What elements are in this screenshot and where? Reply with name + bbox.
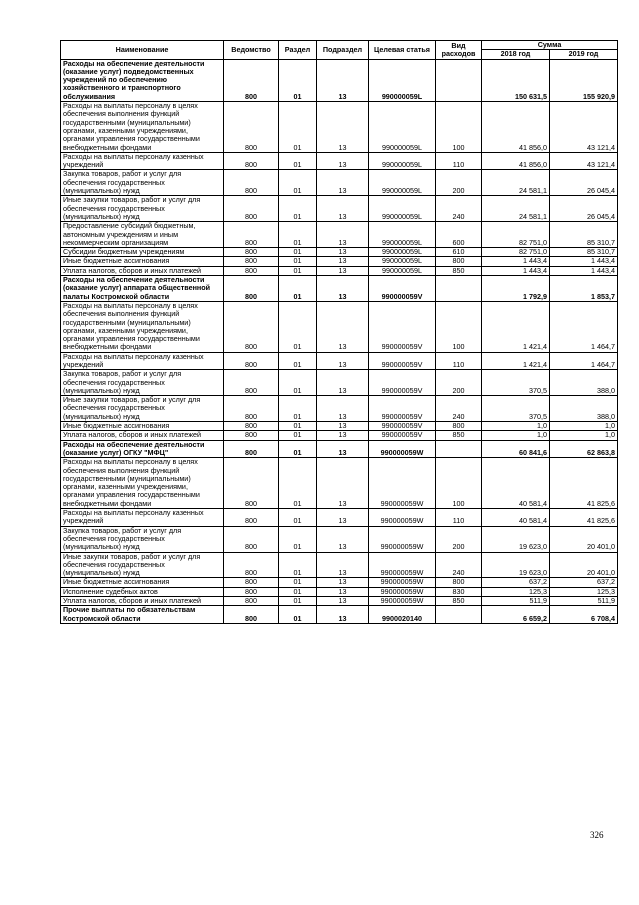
cell-section: 01 (279, 552, 317, 578)
cell-type (436, 276, 482, 302)
cell-section: 01 (279, 301, 317, 352)
cell-name: Иные бюджетные ассигнования (61, 422, 224, 431)
cell-subsection: 13 (317, 422, 369, 431)
cell-type: 240 (436, 552, 482, 578)
cell-name: Иные закупки товаров, работ и услуг для обеспечения государственных (муниципальных) нужд (61, 196, 224, 222)
cell-subsection: 13 (317, 352, 369, 370)
cell-sum-2019: 85 310,7 (550, 222, 618, 248)
cell-target: 990000059W (369, 458, 436, 509)
cell-type (436, 59, 482, 101)
cell-sum-2019: 1 853,7 (550, 276, 618, 302)
cell-section: 01 (279, 102, 317, 153)
header-year-2019: 2019 год (550, 50, 618, 59)
cell-type: 800 (436, 422, 482, 431)
cell-subsection: 13 (317, 370, 369, 396)
cell-sum-2019: 388,0 (550, 396, 618, 422)
cell-dept: 800 (224, 431, 279, 440)
cell-section: 01 (279, 352, 317, 370)
cell-sum-2019: 1,0 (550, 431, 618, 440)
cell-subsection: 13 (317, 552, 369, 578)
table-row (61, 196, 618, 222)
cell-type: 100 (436, 458, 482, 509)
cell-section: 01 (279, 458, 317, 509)
cell-dept: 800 (224, 526, 279, 552)
header-type: Вид расходов (436, 41, 482, 60)
table-row (61, 578, 618, 587)
cell-section: 01 (279, 222, 317, 248)
cell-sum-2018: 370,5 (482, 370, 550, 396)
cell-sum-2019: 62 863,8 (550, 440, 618, 458)
cell-type: 850 (436, 597, 482, 606)
cell-section: 01 (279, 257, 317, 266)
page-number: 326 (590, 830, 604, 840)
cell-sum-2019: 85 310,7 (550, 248, 618, 257)
cell-type: 800 (436, 578, 482, 587)
cell-dept: 800 (224, 578, 279, 587)
cell-target: 9900020140 (369, 606, 436, 624)
table-row (61, 440, 618, 458)
cell-sum-2019: 20 401,0 (550, 552, 618, 578)
cell-name: Уплата налогов, сборов и иных платежей (61, 266, 224, 275)
cell-subsection: 13 (317, 196, 369, 222)
cell-type: 850 (436, 266, 482, 275)
cell-subsection: 13 (317, 587, 369, 596)
cell-dept: 800 (224, 152, 279, 170)
header-dept: Ведомство (224, 41, 279, 60)
header-name: Наименование (61, 41, 224, 60)
table-row (61, 152, 618, 170)
cell-sum-2019: 1 464,7 (550, 301, 618, 352)
cell-name: Исполнение судебных актов (61, 587, 224, 596)
cell-dept: 800 (224, 248, 279, 257)
table-body (61, 59, 618, 623)
table-row (61, 431, 618, 440)
cell-target: 990000059L (369, 102, 436, 153)
table-row (61, 170, 618, 196)
cell-sum-2018: 82 751,0 (482, 248, 550, 257)
cell-subsection: 13 (317, 257, 369, 266)
cell-dept: 800 (224, 552, 279, 578)
cell-target: 990000059L (369, 59, 436, 101)
cell-subsection: 13 (317, 458, 369, 509)
cell-sum-2018: 125,3 (482, 587, 550, 596)
cell-sum-2018: 41 856,0 (482, 152, 550, 170)
header-year-2018: 2018 год (482, 50, 550, 59)
cell-sum-2018: 82 751,0 (482, 222, 550, 248)
cell-target: 990000059L (369, 266, 436, 275)
cell-target: 990000059W (369, 587, 436, 596)
cell-section: 01 (279, 597, 317, 606)
cell-type: 240 (436, 196, 482, 222)
cell-sum-2018: 19 623,0 (482, 526, 550, 552)
cell-dept: 800 (224, 422, 279, 431)
cell-section: 01 (279, 578, 317, 587)
cell-sum-2018: 24 581,1 (482, 170, 550, 196)
cell-name: Расходы на выплаты персоналу в целях обеспечения выполнения функций государственными (муниципальными) органами, казенными учреждениями, органами управления государственными внебюджетными фондами (61, 458, 224, 509)
cell-name: Предоставление субсидий бюджетным, автономным учреждениям и иным некоммерческим организациям (61, 222, 224, 248)
cell-name: Расходы на выплаты персоналу казенных учреждений (61, 509, 224, 527)
cell-subsection: 13 (317, 266, 369, 275)
cell-sum-2018: 637,2 (482, 578, 550, 587)
cell-target: 990000059L (369, 222, 436, 248)
cell-sum-2018: 40 581,4 (482, 509, 550, 527)
cell-target: 990000059W (369, 597, 436, 606)
cell-dept: 800 (224, 509, 279, 527)
cell-sum-2019: 511,9 (550, 597, 618, 606)
cell-sum-2018: 19 623,0 (482, 552, 550, 578)
cell-name: Иные бюджетные ассигнования (61, 257, 224, 266)
table-header (61, 41, 618, 60)
cell-subsection: 13 (317, 396, 369, 422)
cell-dept: 800 (224, 396, 279, 422)
cell-sum-2019: 125,3 (550, 587, 618, 596)
cell-dept: 800 (224, 257, 279, 266)
cell-target: 990000059L (369, 257, 436, 266)
cell-target: 990000059L (369, 196, 436, 222)
table-row (61, 276, 618, 302)
cell-sum-2018: 60 841,6 (482, 440, 550, 458)
table-row (61, 552, 618, 578)
cell-dept: 800 (224, 170, 279, 196)
cell-sum-2019: 1 464,7 (550, 352, 618, 370)
cell-sum-2018: 1 421,4 (482, 301, 550, 352)
cell-sum-2018: 1,0 (482, 431, 550, 440)
cell-target: 990000059V (369, 370, 436, 396)
cell-name: Расходы на выплаты персоналу в целях обеспечения выполнения функций государственными (муниципальными) органами, казенными учреждениями, органами управления государственными внебюджетными фондами (61, 102, 224, 153)
table-row (61, 59, 618, 101)
cell-section: 01 (279, 526, 317, 552)
cell-dept: 800 (224, 59, 279, 101)
cell-sum-2018: 150 631,5 (482, 59, 550, 101)
cell-sum-2019: 41 825,6 (550, 509, 618, 527)
cell-section: 01 (279, 431, 317, 440)
cell-subsection: 13 (317, 170, 369, 196)
cell-name: Закупка товаров, работ и услуг для обеспечения государственных (муниципальных) нужд (61, 370, 224, 396)
cell-sum-2018: 6 659,2 (482, 606, 550, 624)
cell-sum-2018: 1 421,4 (482, 352, 550, 370)
cell-section: 01 (279, 606, 317, 624)
cell-name: Закупка товаров, работ и услуг для обеспечения государственных (муниципальных) нужд (61, 526, 224, 552)
cell-section: 01 (279, 196, 317, 222)
cell-section: 01 (279, 170, 317, 196)
cell-dept: 800 (224, 196, 279, 222)
cell-sum-2018: 41 856,0 (482, 102, 550, 153)
cell-subsection: 13 (317, 248, 369, 257)
cell-name: Иные бюджетные ассигнования (61, 578, 224, 587)
cell-target: 990000059V (369, 301, 436, 352)
cell-sum-2018: 40 581,4 (482, 458, 550, 509)
cell-name: Уплата налогов, сборов и иных платежей (61, 431, 224, 440)
cell-dept: 800 (224, 370, 279, 396)
cell-type: 200 (436, 370, 482, 396)
cell-dept: 800 (224, 597, 279, 606)
cell-target: 990000059W (369, 509, 436, 527)
cell-sum-2019: 26 045,4 (550, 170, 618, 196)
cell-target: 990000059L (369, 170, 436, 196)
cell-subsection: 13 (317, 222, 369, 248)
cell-target: 990000059W (369, 440, 436, 458)
cell-target: 990000059V (369, 276, 436, 302)
cell-sum-2019: 388,0 (550, 370, 618, 396)
cell-target: 990000059W (369, 578, 436, 587)
cell-sum-2019: 41 825,6 (550, 458, 618, 509)
cell-dept: 800 (224, 301, 279, 352)
cell-name: Расходы на выплаты персоналу казенных учреждений (61, 352, 224, 370)
cell-subsection: 13 (317, 152, 369, 170)
cell-type: 800 (436, 257, 482, 266)
cell-name: Иные закупки товаров, работ и услуг для обеспечения государственных (муниципальных) нужд (61, 396, 224, 422)
cell-sum-2019: 637,2 (550, 578, 618, 587)
cell-type: 110 (436, 509, 482, 527)
table-row (61, 257, 618, 266)
cell-dept: 800 (224, 266, 279, 275)
cell-sum-2019: 26 045,4 (550, 196, 618, 222)
cell-sum-2019: 43 121,4 (550, 152, 618, 170)
cell-sum-2019: 20 401,0 (550, 526, 618, 552)
cell-target: 990000059W (369, 552, 436, 578)
cell-sum-2018: 511,9 (482, 597, 550, 606)
cell-target: 990000059L (369, 248, 436, 257)
cell-dept: 800 (224, 587, 279, 596)
cell-type: 200 (436, 526, 482, 552)
cell-name: Прочие выплаты по обязательствам Костромской области (61, 606, 224, 624)
cell-target: 990000059V (369, 352, 436, 370)
cell-sum-2018: 1 443,4 (482, 266, 550, 275)
cell-sum-2019: 1 443,4 (550, 257, 618, 266)
cell-sum-2019: 1 443,4 (550, 266, 618, 275)
cell-type: 110 (436, 352, 482, 370)
cell-section: 01 (279, 396, 317, 422)
cell-dept: 800 (224, 102, 279, 153)
cell-subsection: 13 (317, 102, 369, 153)
cell-dept: 800 (224, 352, 279, 370)
cell-name: Иные закупки товаров, работ и услуг для обеспечения государственных (муниципальных) нужд (61, 552, 224, 578)
table-row (61, 370, 618, 396)
header-target: Целевая статья (369, 41, 436, 60)
cell-subsection: 13 (317, 578, 369, 587)
cell-section: 01 (279, 422, 317, 431)
cell-target: 990000059V (369, 431, 436, 440)
cell-dept: 800 (224, 222, 279, 248)
cell-type: 830 (436, 587, 482, 596)
cell-sum-2018: 370,5 (482, 396, 550, 422)
budget-table (60, 40, 618, 624)
table-row (61, 102, 618, 153)
cell-sum-2018: 1 792,9 (482, 276, 550, 302)
cell-name: Субсидии бюджетным учреждениям (61, 248, 224, 257)
table-row (61, 526, 618, 552)
cell-type: 240 (436, 396, 482, 422)
cell-name: Расходы на выплаты персоналу казенных учреждений (61, 152, 224, 170)
table-row (61, 458, 618, 509)
cell-subsection: 13 (317, 59, 369, 101)
cell-type: 100 (436, 301, 482, 352)
cell-dept: 800 (224, 606, 279, 624)
cell-section: 01 (279, 509, 317, 527)
cell-name: Расходы на обеспечение деятельности (оказание услуг) аппарата общественной палаты Костромской области (61, 276, 224, 302)
cell-subsection: 13 (317, 526, 369, 552)
cell-name: Закупка товаров, работ и услуг для обеспечения государственных (муниципальных) нужд (61, 170, 224, 196)
cell-subsection: 13 (317, 301, 369, 352)
cell-type: 110 (436, 152, 482, 170)
cell-target: 990000059V (369, 396, 436, 422)
cell-type: 200 (436, 170, 482, 196)
cell-sum-2019: 1,0 (550, 422, 618, 431)
table-row (61, 396, 618, 422)
cell-sum-2018: 1 443,4 (482, 257, 550, 266)
cell-section: 01 (279, 440, 317, 458)
cell-sum-2019: 43 121,4 (550, 102, 618, 153)
cell-name: Расходы на выплаты персоналу в целях обеспечения выполнения функций государственными (муниципальными) органами, казенными учреждениями, органами управления государственными внебюджетными фондами (61, 301, 224, 352)
cell-subsection: 13 (317, 509, 369, 527)
cell-dept: 800 (224, 276, 279, 302)
cell-dept: 800 (224, 458, 279, 509)
cell-section: 01 (279, 370, 317, 396)
cell-type: 100 (436, 102, 482, 153)
cell-subsection: 13 (317, 276, 369, 302)
cell-subsection: 13 (317, 440, 369, 458)
cell-target: 990000059W (369, 526, 436, 552)
table-row (61, 509, 618, 527)
cell-type: 600 (436, 222, 482, 248)
cell-name: Уплата налогов, сборов и иных платежей (61, 597, 224, 606)
cell-sum-2019: 6 708,4 (550, 606, 618, 624)
header-section: Раздел (279, 41, 317, 60)
table-row (61, 222, 618, 248)
cell-type (436, 606, 482, 624)
cell-dept: 800 (224, 440, 279, 458)
cell-subsection: 13 (317, 431, 369, 440)
cell-target: 990000059L (369, 152, 436, 170)
cell-section: 01 (279, 266, 317, 275)
cell-sum-2018: 24 581,1 (482, 196, 550, 222)
header-sum: Сумма (482, 41, 618, 50)
table-row (61, 301, 618, 352)
cell-name: Расходы на обеспечение деятельности (оказание услуг) ОГКУ "МФЦ" (61, 440, 224, 458)
cell-name: Расходы на обеспечение деятельности (оказание услуг) подведомственных учреждений по обеспечению хозяйственного и транспортного обслуживания (61, 59, 224, 101)
cell-section: 01 (279, 248, 317, 257)
table-row (61, 352, 618, 370)
cell-type: 610 (436, 248, 482, 257)
cell-type (436, 440, 482, 458)
cell-sum-2018: 1,0 (482, 422, 550, 431)
cell-section: 01 (279, 59, 317, 101)
cell-subsection: 13 (317, 597, 369, 606)
cell-subsection: 13 (317, 606, 369, 624)
cell-sum-2019: 155 920,9 (550, 59, 618, 101)
cell-section: 01 (279, 152, 317, 170)
table-row (61, 606, 618, 624)
header-subsection: Подраздел (317, 41, 369, 60)
cell-section: 01 (279, 276, 317, 302)
cell-section: 01 (279, 587, 317, 596)
cell-target: 990000059V (369, 422, 436, 431)
cell-type: 850 (436, 431, 482, 440)
